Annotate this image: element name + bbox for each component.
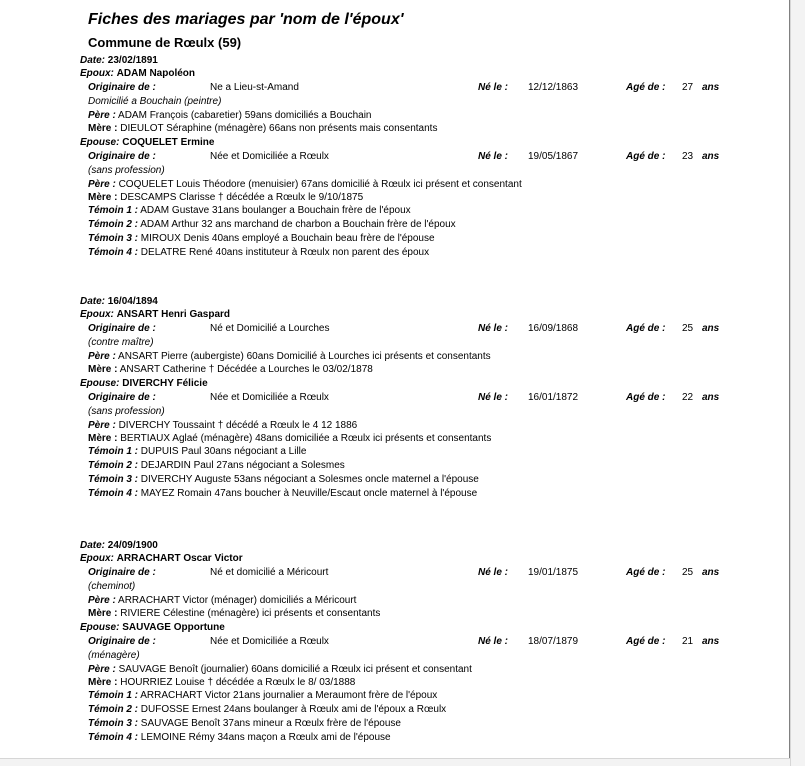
naissance-label: Né le : [478,82,509,93]
temoin-line [88,690,437,702]
epoux-label: Epoux: [80,68,114,79]
age-unit: ans [702,636,720,647]
mere-label: Mère : [88,608,118,619]
epouse-name: DIVERCHY Félicie [122,378,208,389]
pere-value: ANSART Pierre (aubergiste) 60ans Domicilié à Lourches ici présents et consentants [118,351,491,362]
origine-label: Originaire de : [88,636,156,647]
origine-value: Née et Domiciliée a Rœulx [210,151,329,162]
temoin-label: Témoin 2 : [88,460,139,471]
epoux-name-line [80,309,230,321]
epouse-name: SAUVAGE Opportune [122,622,225,633]
age-value: 22 [682,392,694,403]
temoin-value: MIROUX Denis 40ans employé a Bouchain beau frère de l'épouse [140,233,435,244]
pere-label: Père : [88,110,116,121]
temoin-line [88,205,411,217]
temoin-value: SAUVAGE Benoît 37ans mineur a Rœulx frère de l'épouse [140,718,401,729]
age-value: 23 [682,151,694,162]
mere-value: RIVIERE Célestine (ménagère) ici présents et consentants [120,608,381,619]
age-unit: ans [702,567,720,578]
epouse-name-line [80,378,208,390]
age-label: Agé de : [626,151,666,162]
origine-label: Originaire de : [88,392,156,403]
date-label: Date: [80,540,106,551]
temoin-label: Témoin 3 : [88,474,139,485]
age-unit: ans [702,392,720,403]
pere-label: Père : [88,420,116,431]
pere-value: DIVERCHY Toussaint † décédé a Rœulx le 4 12 1886 [118,420,358,431]
age-value: 27 [682,82,694,93]
temoin-value: DIVERCHY Auguste 53ans négociant a Solesmes oncle maternel a l'épouse [140,474,479,485]
naissance-value: 18/07/1879 [528,636,579,647]
mere-label: Mère : [88,433,118,444]
epoux-name: ANSART Henri Gaspard [116,309,231,320]
epoux-name-line [80,553,243,565]
mere-label: Mère : [88,364,118,375]
profession: Domicilié a Bouchain (peintre) [88,96,222,107]
mere-line [88,192,363,204]
naissance-value: 16/01/1872 [528,392,579,403]
temoin-label: Témoin 2 : [88,704,139,715]
pere-line [88,179,522,191]
mere-value: HOURRIEZ Louise † décédée a Rœulx le 8/ 03/1888 [120,677,356,688]
epouse-label: Epouse: [80,622,120,633]
naissance-value: 19/05/1867 [528,151,579,162]
mere-line [88,123,437,135]
temoin-line [88,732,391,744]
date-line [80,296,158,308]
pere-value: ARRACHART Victor (ménager) domiciliés a Méricourt [118,595,357,606]
age-label: Agé de : [626,82,666,93]
mere-label: Mère : [88,192,118,203]
pere-line [88,110,371,122]
age-unit: ans [702,151,720,162]
age-unit: ans [702,323,720,334]
temoin-label: Témoin 3 : [88,233,139,244]
temoin-line [88,233,435,245]
naissance-value: 12/12/1863 [528,82,579,93]
date-label: Date: [80,296,106,307]
temoin-line [88,446,306,458]
origine-label: Originaire de : [88,82,156,93]
date-line [80,55,158,67]
temoin-line [88,704,446,716]
age-label: Agé de : [626,567,666,578]
commune-heading: Commune de Rœulx (59) [88,35,242,50]
pere-line [88,351,491,363]
naissance-label: Né le : [478,567,509,578]
temoin-label: Témoin 1 : [88,446,139,457]
naissance-value: 19/01/1875 [528,567,579,578]
temoin-value: DUFOSSE Ernest 24ans boulanger à Rœulx ami de l'époux a Rœulx [140,704,447,715]
temoin-label: Témoin 4 : [88,732,139,743]
temoin-value: DELATRE René 40ans instituteur à Rœulx non parent des époux [140,247,430,258]
epouse-name-line [80,622,225,634]
temoin-value: DEJARDIN Paul 27ans négociant a Solesmes [140,460,345,471]
naissance-label: Né le : [478,151,509,162]
temoin-line [88,247,429,259]
temoin-label: Témoin 3 : [88,718,139,729]
pere-line [88,595,356,607]
epoux-name-line [80,68,195,80]
horizontal-scrollbar[interactable] [0,758,790,766]
date-label: Date: [80,55,106,66]
mere-line [88,433,491,445]
temoin-label: Témoin 1 : [88,205,139,216]
temoin-value: LEMOINE Rémy 34ans maçon a Rœulx ami de l'épouse [140,732,391,743]
page-title: Fiches des mariages par 'nom de l'époux' [88,11,404,28]
temoin-label: Témoin 4 : [88,247,139,258]
temoin-line [88,488,477,500]
temoin-value: ARRACHART Victor 21ans journalier a Meraumont frère de l'époux [140,690,438,701]
temoin-value: MAYEZ Romain 47ans boucher à Neuville/Escaut oncle maternel à l'épouse [140,488,478,499]
origine-label: Originaire de : [88,567,156,578]
profession: (sans profession) [88,406,165,417]
vertical-scrollbar[interactable] [790,0,805,766]
epoux-label: Epoux: [80,553,114,564]
pere-value: SAUVAGE Benoît (journalier) 60ans domicilié a Rœulx ici présent et consentant [118,664,472,675]
mere-value: ANSART Catherine † Décédée a Lourches le 03/02/1878 [119,364,373,375]
naissance-label: Né le : [478,392,509,403]
date-line [80,540,158,552]
pere-label: Père : [88,595,116,606]
epoux-name: ADAM Napoléon [116,68,196,79]
epouse-name: COQUELET Ermine [122,137,215,148]
temoin-value: ADAM Gustave 31ans boulanger a Bouchain frère de l'époux [140,205,411,216]
pere-line [88,664,472,676]
epouse-name-line [80,137,214,149]
pere-value: ADAM François (cabaretier) 59ans domiciliés a Bouchain [118,110,372,121]
temoin-line [88,474,479,486]
epouse-label: Epouse: [80,137,120,148]
pere-label: Père : [88,351,116,362]
age-label: Agé de : [626,392,666,403]
mere-value: DESCAMPS Clarisse † décédée a Rœulx le 9/10/1875 [120,192,364,203]
temoin-label: Témoin 2 : [88,219,139,230]
mere-line [88,608,380,620]
pere-value: COQUELET Louis Théodore (menuisier) 67ans domicilié à Rœulx ici présent et consentant [118,179,522,190]
epoux-label: Epoux: [80,309,114,320]
temoin-label: Témoin 4 : [88,488,139,499]
mere-value: BERTIAUX Aglaé (ménagère) 48ans domiciliée a Rœulx ici présents et consentants [120,433,492,444]
age-label: Agé de : [626,636,666,647]
origine-label: Originaire de : [88,151,156,162]
mere-value: DIEULOT Séraphine (ménagère) 66ans non présents mais consentants [120,123,438,134]
temoin-line [88,718,401,730]
epouse-label: Epouse: [80,378,120,389]
age-label: Agé de : [626,323,666,334]
mere-label: Mère : [88,677,118,688]
profession: (cheminot) [88,581,136,592]
date-value: 23/02/1891 [107,55,158,66]
age-value: 21 [682,636,694,647]
origine-value: Ne a Lieu-st-Amand [210,82,299,93]
origine-value: Née et Domiciliée a Rœulx [210,636,329,647]
temoin-line [88,460,345,472]
profession: (ménagère) [88,650,140,661]
naissance-label: Né le : [478,323,509,334]
naissance-value: 16/09/1868 [528,323,579,334]
mere-line [88,364,373,376]
age-value: 25 [682,567,694,578]
pere-label: Père : [88,664,116,675]
epoux-name: ARRACHART Oscar Victor [116,553,243,564]
temoin-line [88,219,456,231]
origine-value: Né et Domicilié a Lourches [210,323,330,334]
mere-line [88,677,355,689]
origine-value: Né et domicilié a Méricourt [210,567,329,578]
temoin-value: DUPUIS Paul 30ans négociant a Lille [140,446,307,457]
temoin-value: ADAM Arthur 32 ans marchand de charbon a Bouchain frère de l'époux [140,219,456,230]
profession: (sans profession) [88,165,165,176]
pere-line [88,420,357,432]
pere-label: Père : [88,179,116,190]
age-value: 25 [682,323,694,334]
age-unit: ans [702,82,720,93]
profession: (contre maître) [88,337,154,348]
naissance-label: Né le : [478,636,509,647]
date-value: 24/09/1900 [107,540,158,551]
origine-value: Née et Domiciliée a Rœulx [210,392,329,403]
mere-label: Mère : [88,123,118,134]
temoin-label: Témoin 1 : [88,690,139,701]
date-value: 16/04/1894 [107,296,158,307]
origine-label: Originaire de : [88,323,156,334]
